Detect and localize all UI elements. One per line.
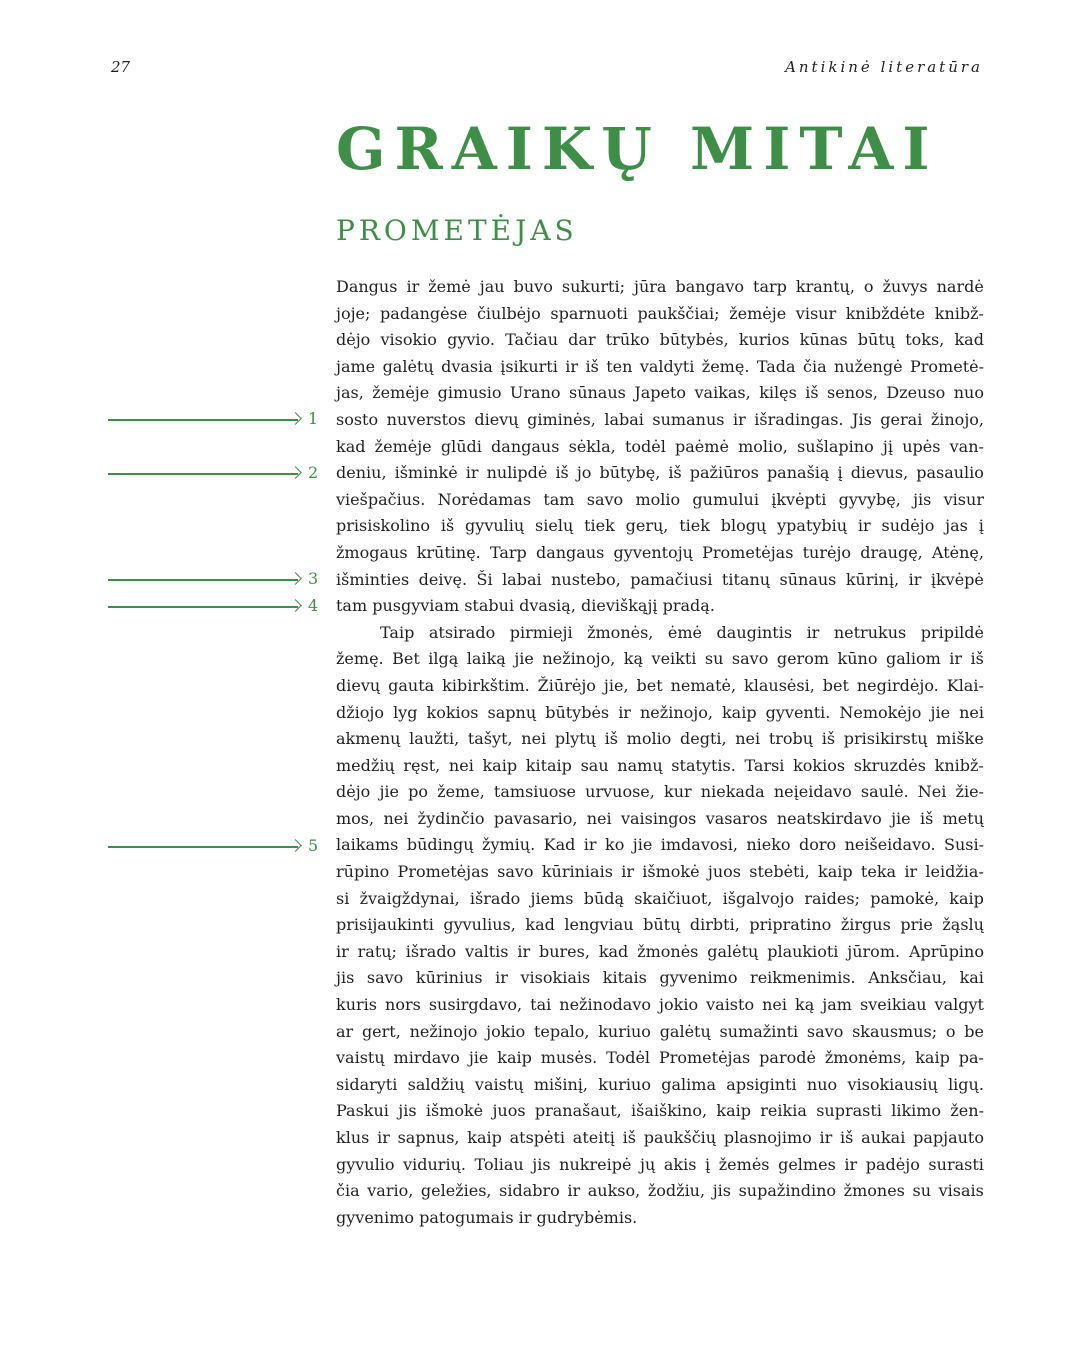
text-line: ir ratų; išrado valtis ir bures, kad žmonės galėtų plaukioti jūrom. Aprūpino [336,941,984,961]
text-line: dievų gauta kibirkštim. Žiūrėjo jie, bet nematė, klausėsi, bet negirdėjo. Klai- [336,675,984,695]
page-number: 27 [111,58,131,76]
text-line: akmenų laužti, tašyt, nei plytų iš molio degti, nei trobų iš prisikirstų miške [336,729,984,749]
text-line: jame galėtų dvasia įsikurti ir iš ten valdyti žemę. Tada čia nužengė Prometė- [336,356,984,376]
text-line: čia vario, geležies, sidabro ir aukso, žodžiu, jis supažindino žmones su visais [336,1181,984,1201]
arrow-right-icon [289,599,302,612]
marker-arrow-line [108,419,298,421]
margin-marker-4 [108,597,323,617]
arrow-right-icon [289,466,302,479]
marker-number: 4 [308,596,319,615]
arrow-right-icon [289,412,302,425]
marker-number: 2 [308,463,319,482]
text-line: tam pusgyviam stabui dvasią, dieviškąjį pradą. [336,596,715,616]
text-line: rūpino Prometėjas savo kūriniais ir išmokė juos stebėti, kaip teka ir leidžia- [336,862,984,882]
marker-arrow-line [108,579,298,581]
text-line: džiojo lyg kokios sapnų būtybės ir nežinojo, kaip gyventi. Nemokėjo jie nei [336,702,984,722]
margin-marker-2 [108,464,323,484]
text-line: jis savo kūrinius ir visokiais kitais gyvenimo reikmenimis. Anksčiau, kai [336,968,984,988]
text-line: vaistų mirdavo jie kaip musės. Todėl Prometėjas parodė žmonėms, kaip pa- [336,1048,984,1068]
text-line: prisijaukinti gyvulius, kad lengviau būtų dirbti, pripratino žirgus prie žąslų [336,915,984,935]
text-line: sidaryti saldžių vaistų mišinį, kuriuo galima apsiginti nuo visokiausių ligų. [336,1074,984,1094]
text-line: si žvaigždynai, išrado jiems būdą skaičiuot, išgalvojo raides; pamokė, kaip [336,888,984,908]
text-line: sosto nuverstos dievų giminės, labai sumanus ir išradingas. Jis gerai žinojo, [336,409,984,429]
margin-marker-3 [108,570,323,590]
body-text [336,274,984,1231]
marker-number: 3 [308,569,319,588]
running-header: Antikinė literatūra [785,58,983,76]
page-title: GRAIKŲ MITAI [336,115,939,183]
text-line: kad žemėje glūdi dangaus sėkla, todėl paėmė molio, sušlapino jį upės van- [336,436,984,456]
text-line: Taip atsirado pirmieji žmonės, ėmė daugintis ir netrukus pripildė [380,622,984,642]
text-line: viešpačius. Norėdamas tam savo molio gumului įkvėpti gyvybę, jis visur [336,489,984,509]
marker-number: 5 [308,836,319,855]
text-line: joje; padangėse čiulbėjo sparnuoti paukščiai; žemėje visur knibždėte knibž- [336,303,984,323]
marker-arrow-line [108,606,298,608]
text-line: Dangus ir žemė jau buvo sukurti; jūra bangavo tarp krantų, o žuvys nardė [336,277,984,296]
text-line: medžių ręst, nei kaip kitaip sau namų statytis. Tarsi kokios skruzdės knibž- [336,755,984,775]
text-line: mos, nei žydinčio pavasario, nei vaisingos vasaros neatskirdavo jie iš metų [336,808,984,828]
section-title: PROMETĖJAS [336,214,578,247]
text-line: žmogaus krūtinę. Tarp dangaus gyventojų Prometėjas turėjo draugę, Atėnę, [336,542,984,562]
text-line: išminties deivę. Ši labai nustebo, pamačiusi titanų sūnaus kūrinį, ir įkvėpė [336,569,984,589]
arrow-right-icon [289,839,302,852]
text-line: jas, žemėje gimusio Urano sūnaus Japeto vaikas, kilęs iš senos, Dzeuso nuo [336,383,984,403]
marker-arrow-line [108,473,298,475]
text-line: dėjo visokio gyvio. Tačiau dar trūko būtybės, kurios kūnas būtų toks, kad [336,330,984,350]
text-line: žemę. Bet ilgą laiką jie nežinojo, ką veikti su savo gerom kūno galiom ir iš [336,649,984,669]
margin-marker-1 [108,410,323,430]
marker-arrow-line [108,846,298,848]
text-line: klus ir sapnus, kaip atspėti ateitį iš paukščių plasnojimo ir iš aukai papjauto [336,1128,984,1147]
marker-number: 1 [308,409,319,428]
text-line: prisiskolino iš gyvulių sielų tiek gerų, tiek blogų ypatybių ir sudėjo jas į [336,516,984,536]
text-line: Paskui jis išmokė juos pranašaut, išaiškino, kaip reikia suprasti likimo žen- [336,1101,984,1121]
text-line: dėjo jie po žeme, tamsiuose urvuose, kur niekada neįeidavo saulė. Nei žie- [336,782,984,802]
text-line: ar gert, nežinojo jokio tepalo, kuriuo galėtų sumažinti savo skausmus; o be [336,1021,984,1041]
text-line: laikams būdingų žymių. Kad ir ko jie imdavosi, nieko doro neišeidavo. Susi- [336,835,984,855]
text-line: gyvenimo patogumais ir gudrybėmis. [336,1207,638,1227]
text-line: deniu, išminkė ir nulipdė iš jo būtybę, iš pažiūros panašią į dievus, pasaulio [336,463,984,483]
margin-marker-5 [108,837,323,857]
text-line: kuris nors susirgdavo, tai nežinodavo jokio vaisto nei ką jam sveikiau valgyt [336,995,984,1015]
arrow-right-icon [289,572,302,585]
text-line: gyvulio vidurių. Toliau jis nukreipė jų akis į žemės gelmes ir padėjo surasti [336,1154,984,1174]
